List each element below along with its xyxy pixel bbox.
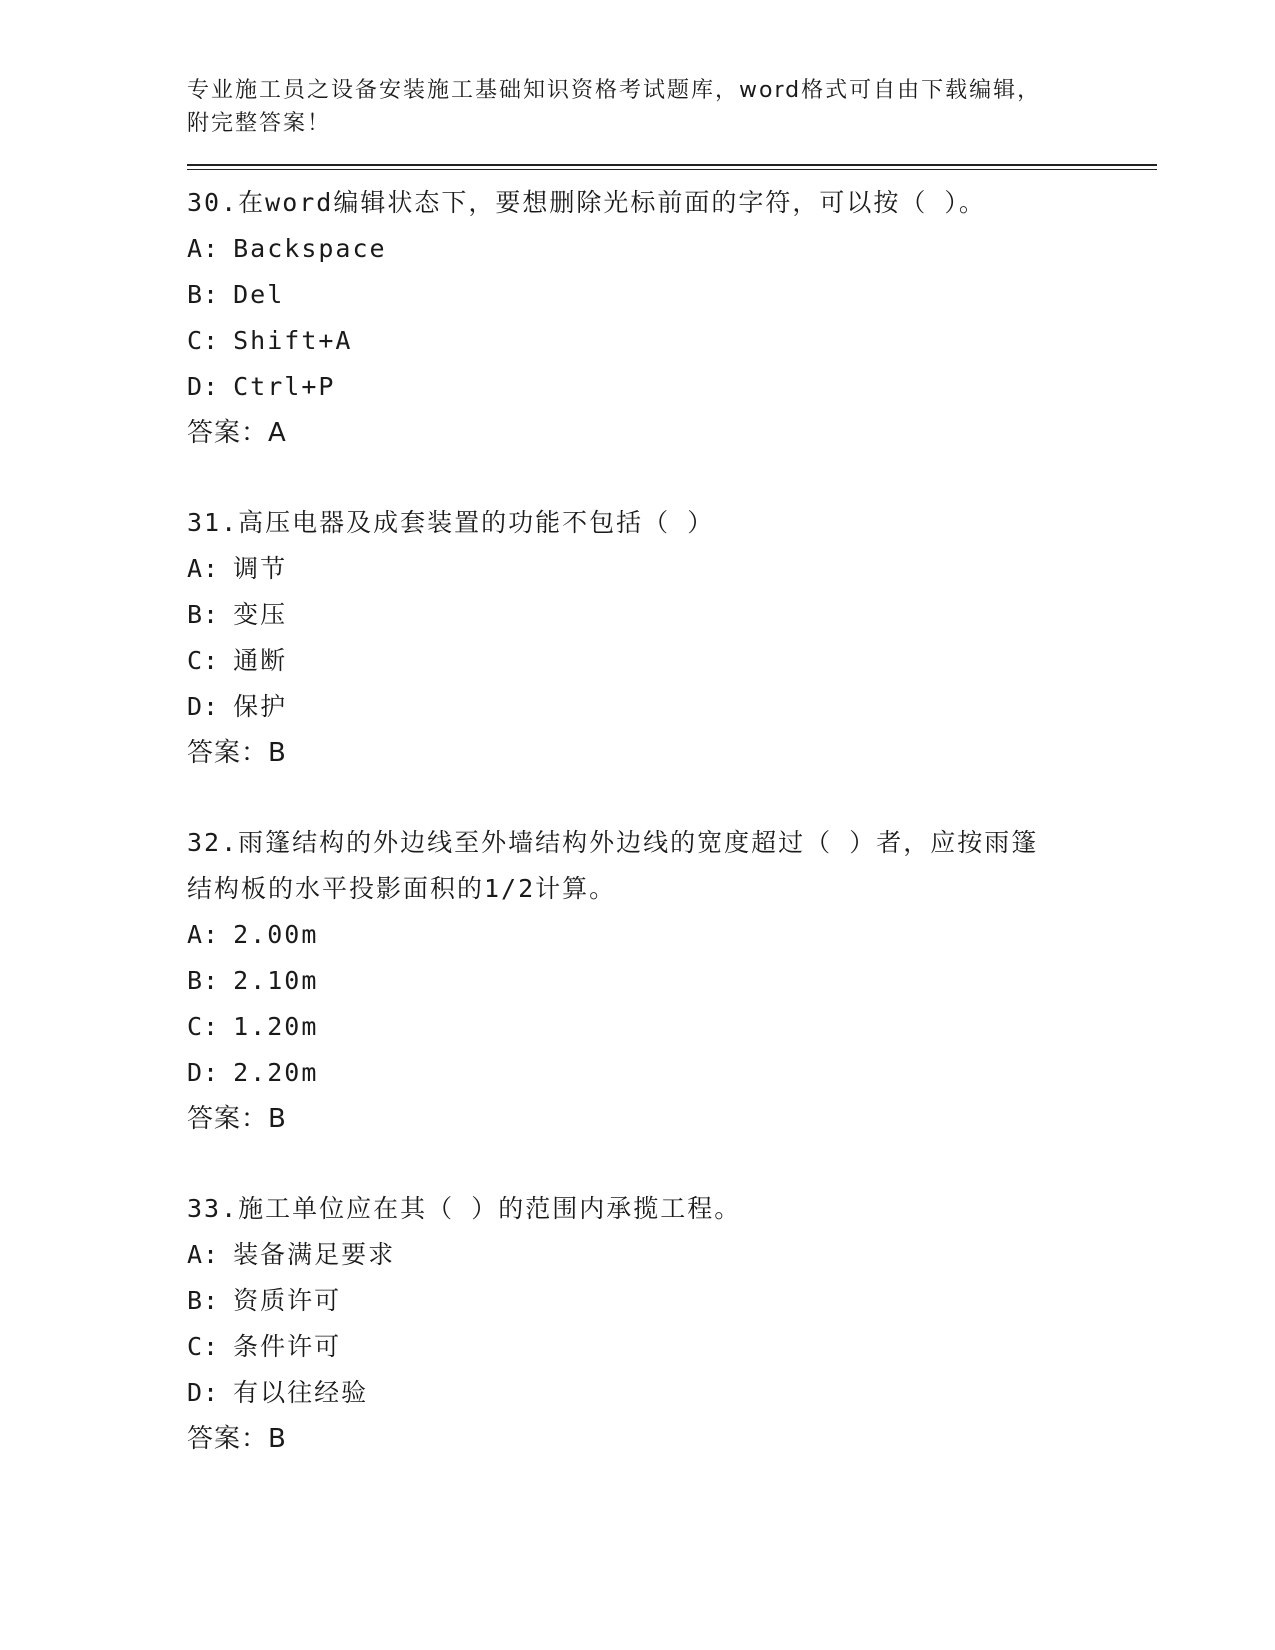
option-letter: A: bbox=[187, 234, 220, 263]
option-letter: D: bbox=[187, 692, 220, 721]
question-32 bbox=[187, 820, 1157, 1142]
answer-label: 答案：A bbox=[187, 418, 287, 448]
option-b bbox=[187, 272, 1157, 318]
option-text: 条件许可 bbox=[233, 1332, 342, 1361]
option-text: Shift+A bbox=[233, 326, 353, 355]
document-page bbox=[187, 74, 1157, 1462]
option-a bbox=[187, 1232, 1157, 1278]
option-text: 通断 bbox=[233, 646, 288, 675]
option-d bbox=[187, 1370, 1157, 1416]
question-gap bbox=[187, 456, 1157, 500]
option-letter: C: bbox=[187, 646, 220, 675]
option-b bbox=[187, 958, 1157, 1004]
answer-label: 答案：B bbox=[187, 1424, 287, 1454]
option-letter: C: bbox=[187, 1012, 220, 1041]
document-header-line-1: 专业施工员之设备安装施工基础知识资格考试题库，word格式可自由下载编辑， bbox=[187, 78, 1042, 103]
option-d bbox=[187, 684, 1157, 730]
option-c bbox=[187, 1324, 1157, 1370]
option-text: 保护 bbox=[233, 692, 288, 721]
document-header-line-2: 附完整答案！ bbox=[187, 111, 332, 136]
question-30 bbox=[187, 180, 1157, 456]
option-c bbox=[187, 318, 1157, 364]
option-letter: D: bbox=[187, 372, 220, 401]
option-text: 2.00m bbox=[233, 920, 319, 949]
option-letter: C: bbox=[187, 1332, 220, 1361]
option-a bbox=[187, 912, 1157, 958]
question-gap bbox=[187, 776, 1157, 820]
option-c bbox=[187, 1004, 1157, 1050]
answer-label: 答案：B bbox=[187, 1104, 287, 1134]
question-stem: 33.施工单位应在其（ ）的范围内承揽工程。 bbox=[187, 1194, 742, 1223]
option-letter: C: bbox=[187, 326, 220, 355]
option-a bbox=[187, 546, 1157, 592]
option-text: 资质许可 bbox=[233, 1286, 342, 1315]
option-letter: A: bbox=[187, 554, 220, 583]
option-letter: B: bbox=[187, 966, 220, 995]
option-text: 变压 bbox=[233, 600, 288, 629]
option-text: Backspace bbox=[233, 234, 387, 263]
option-text: 1.20m bbox=[233, 1012, 319, 1041]
option-c bbox=[187, 638, 1157, 684]
option-b bbox=[187, 1278, 1157, 1324]
option-text: 有以往经验 bbox=[233, 1378, 369, 1407]
option-a bbox=[187, 226, 1157, 272]
option-letter: D: bbox=[187, 1058, 220, 1087]
question-gap bbox=[187, 1142, 1157, 1186]
option-d bbox=[187, 364, 1157, 410]
option-b bbox=[187, 592, 1157, 638]
question-31 bbox=[187, 500, 1157, 776]
option-letter: A: bbox=[187, 920, 220, 949]
question-stem: 30.在word编辑状态下，要想删除光标前面的字符，可以按（ ）。 bbox=[187, 188, 986, 217]
option-text: 装备满足要求 bbox=[233, 1240, 396, 1269]
option-letter: D: bbox=[187, 1378, 220, 1407]
option-text: Del bbox=[233, 280, 285, 309]
option-d bbox=[187, 1050, 1157, 1096]
option-letter: B: bbox=[187, 1286, 220, 1315]
option-text: 2.10m bbox=[233, 966, 319, 995]
option-letter: B: bbox=[187, 600, 220, 629]
question-33 bbox=[187, 1186, 1157, 1462]
option-text: 2.20m bbox=[233, 1058, 319, 1087]
option-letter: A: bbox=[187, 1240, 220, 1269]
option-letter: B: bbox=[187, 280, 220, 309]
option-text: Ctrl+P bbox=[233, 372, 336, 401]
question-stem: 32.雨篷结构的外边线至外墙结构外边线的宽度超过（ ）者，应按雨篷结构板的水平投影面积的1/2计算。 bbox=[187, 828, 1039, 903]
question-stem: 31.高压电器及成套装置的功能不包括（ ） bbox=[187, 508, 715, 537]
answer-label: 答案：B bbox=[187, 738, 287, 768]
option-text: 调节 bbox=[233, 554, 288, 583]
